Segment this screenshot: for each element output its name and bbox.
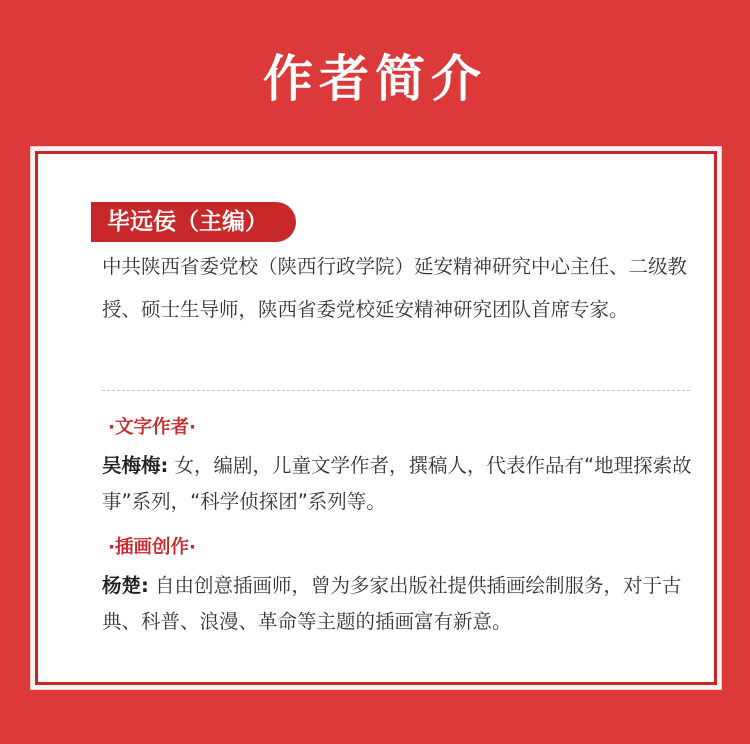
illustrator-section-label: ·插画创作· [108, 537, 197, 558]
illustrator-bio-text: 自由创意插画师，曾为多家出版社提供插画绘制服务，对于古典、科普、浪漫、革命等主题的插画富有新意。 [102, 574, 682, 633]
page-title: 作者简介 [263, 49, 487, 108]
writer-bio [102, 448, 702, 520]
writer-name: 吴梅梅: [102, 454, 169, 477]
editor-name-tag: 毕远佞（主编） [91, 202, 296, 242]
illustrator-bio [102, 568, 702, 640]
illustrator-name: 杨楚: [102, 574, 149, 597]
writer-bio-text: 女，编剧，儿童文学作者，撰稿人，代表作品有“地理探索故事”系列，“科学侦探团”系列等。 [102, 454, 692, 513]
writer-section-label: ·文字作者· [108, 417, 197, 438]
author-card [35, 151, 717, 685]
author-card-frame [30, 146, 722, 690]
editor-bio: 中共陕西省委党校（陕西行政学院）延安精神研究中心主任、二级教授、硕士生导师，陕西省委党校延安精神研究团队首席专家。 [102, 255, 688, 321]
section-divider [102, 390, 690, 391]
